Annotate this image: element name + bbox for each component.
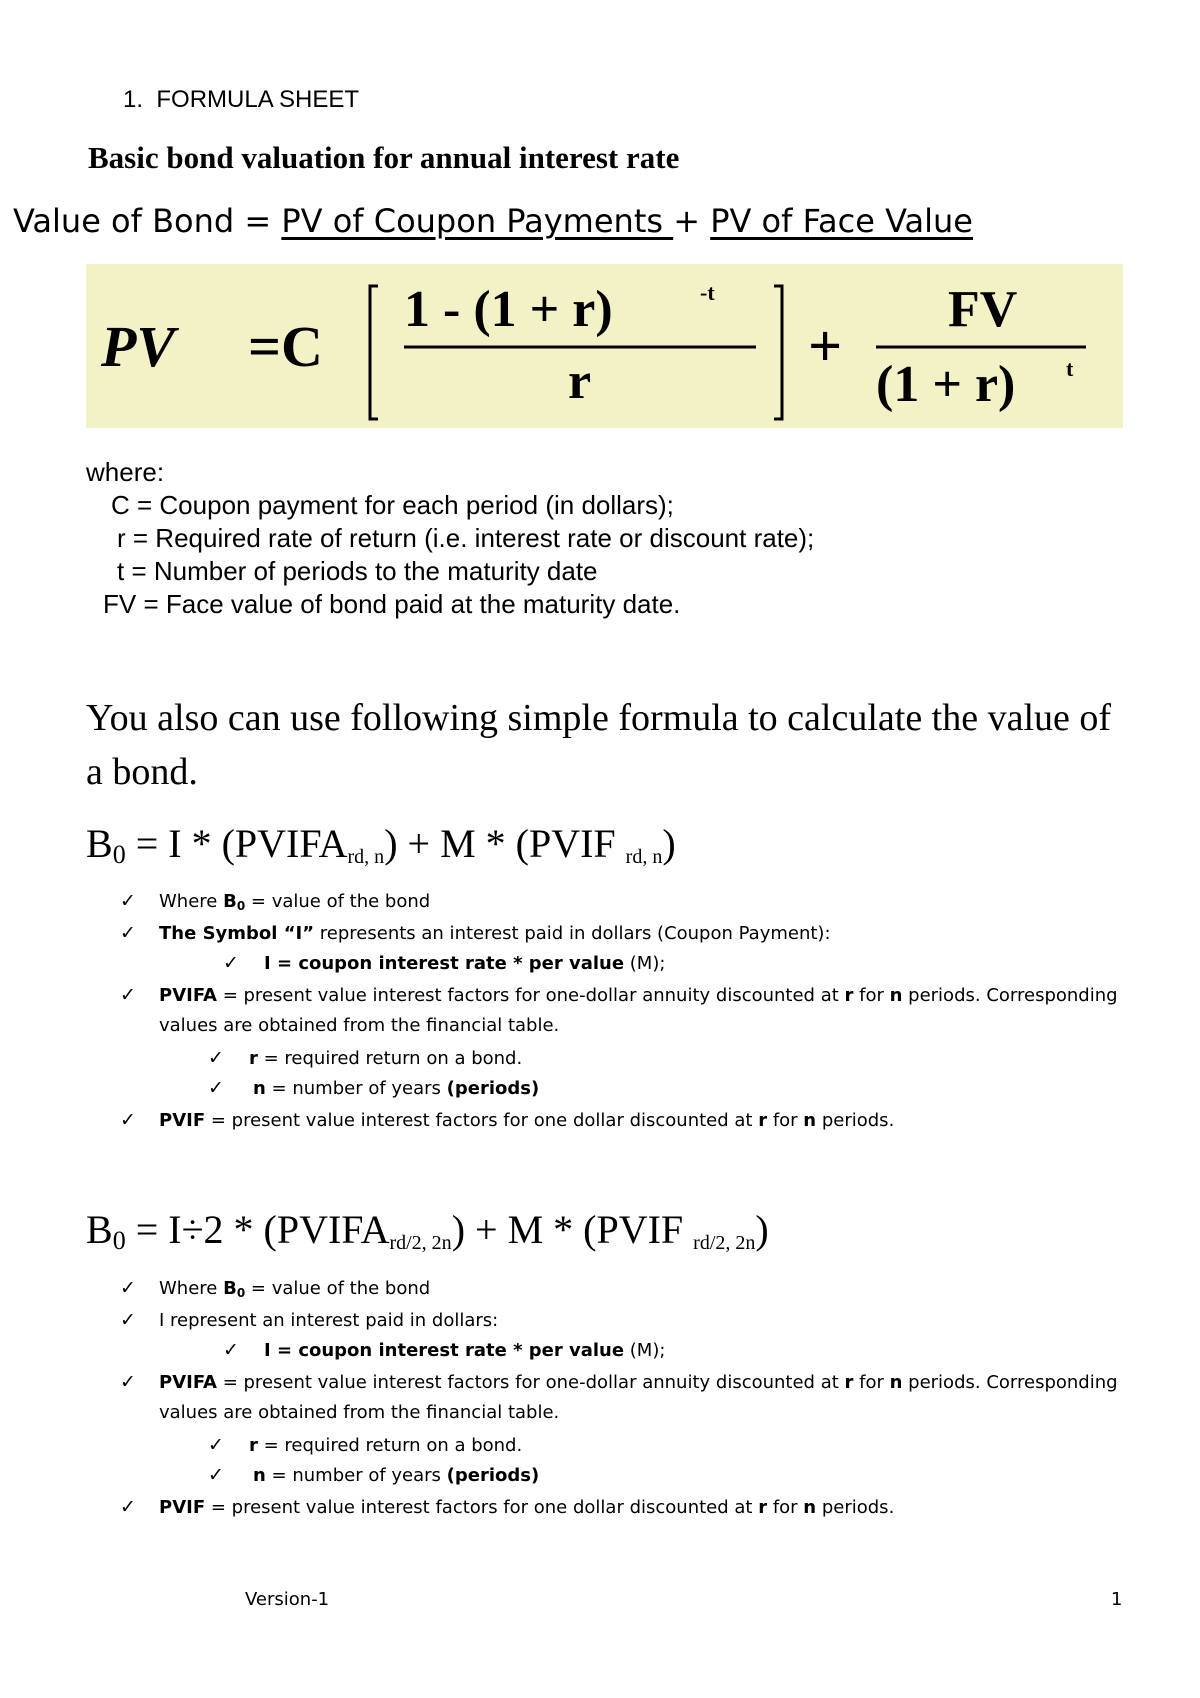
heading-title: FORMULA SHEET	[156, 86, 360, 113]
eq1-part1: = I * (PVIFA	[125, 821, 348, 866]
left-bracket	[370, 286, 378, 419]
where-line-fv: FV = Face value of bond paid at the maturity date.	[103, 589, 681, 619]
formula-equals-c: =C	[248, 314, 323, 379]
check-icon: ✓	[223, 1339, 239, 1361]
right-bracket	[774, 286, 782, 419]
bullet-pvif: PVIF = present value interest factors for one dollar discounted at r for n periods.	[159, 1497, 895, 1518]
check-icon: ✓	[120, 1496, 136, 1518]
bond-formula-image	[86, 264, 1123, 428]
intro-paragraph: You also can use following simple formula to calculate the value of a bond.	[86, 697, 1112, 793]
where-label: where:	[86, 457, 165, 487]
check-icon: ✓	[120, 922, 136, 944]
equation-1	[86, 820, 676, 867]
where-line-c: C = Coupon payment for each period (in dollars);	[111, 490, 674, 520]
bullet-r: r = required return on a bond.	[249, 1435, 523, 1456]
check-icon: ✓	[208, 1047, 224, 1069]
formula-plus: +	[808, 313, 843, 379]
formula-denominator: r	[568, 353, 592, 410]
eq2-part3: )	[755, 1207, 769, 1252]
heading-number: 1.	[123, 86, 144, 113]
check-icon: ✓	[120, 1277, 136, 1299]
formula-fv: FV	[948, 281, 1018, 338]
check-icon: ✓	[223, 952, 239, 974]
formula-numerator: 1 - (1 + r)	[404, 281, 613, 338]
where-line-r: r = Required rate of return (i.e. interest rate or discount rate);	[117, 523, 815, 553]
bullet-pvifa: PVIFA = present value interest factors for one-dollar annuity discounted at r for n periods. Corresponding	[159, 985, 1118, 1006]
check-icon: ✓	[208, 1434, 224, 1456]
value-of-bond-lhs: Value of Bond =	[13, 202, 282, 240]
eq2-sub1: rd/2, 2n	[389, 1232, 452, 1254]
check-icon: ✓	[120, 1109, 136, 1131]
footer-page-number: 1	[1111, 1589, 1123, 1610]
bullet-where: Where B0 = value of the bond	[159, 891, 431, 913]
bullet-where: Where B0 = value of the bond	[159, 1278, 431, 1300]
eq2-b-sub: 0	[112, 1226, 126, 1255]
eq2-b: B	[86, 1207, 113, 1252]
eq1-part2: ) + M * (PVIF	[384, 821, 626, 866]
check-icon: ✓	[208, 1077, 224, 1099]
bullet-i-represent: I represent an interest paid in dollars:	[159, 1310, 499, 1331]
subtitle: Basic bond valuation for annual interest rate	[88, 140, 680, 175]
eq1-b: B	[86, 821, 113, 866]
check-icon: ✓	[208, 1464, 224, 1486]
eq2-sub2: rd/2, 2n	[693, 1232, 756, 1254]
eq2-part1: = I÷2 * (PVIFA	[125, 1207, 390, 1252]
check-icon: ✓	[120, 890, 136, 912]
bullet-n: n = number of years (periods)	[253, 1078, 540, 1099]
bond-formula-svg	[86, 264, 1123, 428]
eq1-b-sub: 0	[112, 840, 126, 869]
value-of-bond-line	[13, 202, 973, 240]
bullet-pvifa-cont: values are obtained from the financial table.	[159, 1015, 560, 1036]
eq1-sub2: rd, n	[625, 846, 663, 868]
bullet-pvif: PVIF = present value interest factors for one dollar discounted at r for n periods.	[159, 1110, 895, 1131]
bullet-symbol-i: The Symbol “I” represents an interest paid in dollars (Coupon Payment):	[159, 923, 831, 944]
equation-2	[86, 1206, 769, 1253]
check-icon: ✓	[120, 984, 136, 1006]
bullet-pvifa: PVIFA = present value interest factors for one-dollar annuity discounted at r for n periods. Corresponding	[159, 1372, 1118, 1393]
eq1-part3: )	[662, 821, 676, 866]
eq1-sub1: rd, n	[347, 846, 385, 868]
formula-fv-exp: t	[1066, 356, 1074, 381]
eq2-part2: ) + M * (PVIF	[451, 1207, 694, 1252]
where-line-t: t = Number of periods to the maturity date	[117, 556, 598, 586]
footer-version: Version-1	[245, 1589, 330, 1610]
bullet-pvifa-cont: values are obtained from the financial table.	[159, 1402, 560, 1423]
bullet-n: n = number of years (periods)	[253, 1465, 540, 1486]
check-icon: ✓	[120, 1371, 136, 1393]
plus-sign: +	[673, 202, 711, 240]
bullet-i-def: I = coupon interest rate * per value (M);	[264, 1340, 666, 1361]
pv-coupon-term: PV of Coupon Payments	[281, 202, 674, 240]
formula-numerator-exp: -t	[700, 280, 715, 305]
check-icon: ✓	[120, 1309, 136, 1331]
bullet-r: r = required return on a bond.	[249, 1048, 523, 1069]
formula-pv: PV	[101, 314, 176, 379]
pv-face-term: PV of Face Value	[710, 202, 973, 240]
formula-fv-denominator: (1 + r)	[876, 356, 1016, 413]
heading	[123, 86, 359, 114]
bullet-i-def: I = coupon interest rate * per value (M);	[264, 953, 666, 974]
